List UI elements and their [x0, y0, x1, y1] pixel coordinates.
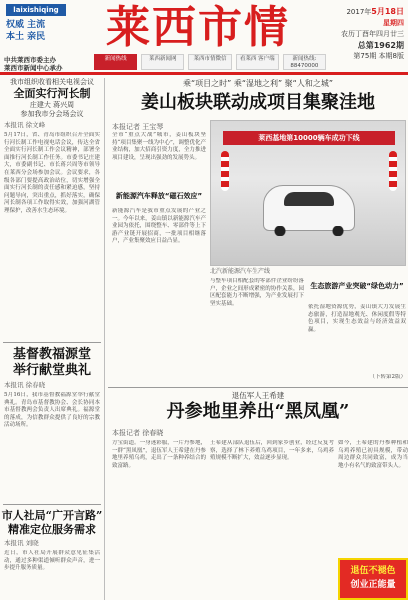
article-3-byline: 本报讯 刘晓 [4, 539, 39, 547]
article-1-body: 5月17日，省、青岛市组织召开全面实行河长制工作电视电话会议，传达全省全面实行河长制工作会议精神，部署全面推行河长制工作任务。市委书记庄建大，市委副书记、市长蒋兴周等市领导在莱西分会场参加会议。会议要求，各级各部门要提高政治站位，切实增强全面实行河长制的责任感和紧迫感，坚持问题导向，突出重点，抓好落实，确保河长制各项工作取得实效，加强河湖管理保护，改善水生态环境。 [4, 132, 100, 214]
issue-date [334, 6, 404, 18]
article-2-headline-2[interactable]: 举行献堂典礼 [12, 363, 91, 378]
issue-date-year: 2017年 [346, 8, 372, 16]
article-1-kicker: 我市组织收看相关电视会议 [10, 78, 94, 86]
article-3-headline-1[interactable]: 市人社局“广开言路” [1, 509, 103, 522]
lead-subhead-2: 生态旅游产业突破“绿色动力” [310, 282, 404, 290]
lead2-headline[interactable]: 丹参地里养出“黑凤凰” [166, 401, 350, 422]
brand-slogan [6, 19, 66, 43]
section-rule [108, 387, 408, 388]
left-column [0, 78, 105, 600]
divider [3, 342, 101, 343]
issue-date-day: 5月18日 [371, 7, 404, 16]
top-ad-phone[interactable]: 新闻热线: 88470000 [283, 54, 326, 70]
lead2-col-3: 如今，王希建的丹参种植和乌鸡养殖已初具规模，带动周边群众共同致富，成为当地小有名气的致富带头人。 [338, 440, 408, 469]
car-image [263, 185, 355, 231]
issue-number: 第75期 本期8版 [353, 52, 404, 60]
publisher-organizer: 莱西市新闻中心承办 [4, 64, 63, 72]
balloon-arch-right [389, 151, 397, 191]
article-2-body: 5月16日，我市基督教福源堂举行献堂典礼。青岛市基督教协会、会长协同本市基督教两会负责人出席典礼。福源堂的落成，为信教群众提供了良好的宗教活动场所。 [4, 392, 100, 429]
top-ad-wechat[interactable]: 莱西市情微信 [188, 54, 231, 70]
lead-col-3: 与整车项目相配套的零部件企业纷纷落户，企业之间形成紧密的协作关系，园区配套能力不断增强，为产业发展打下坚实基础。 [210, 278, 304, 307]
lead2-byline: 本报记者 徐春晓 [112, 429, 164, 437]
article-1-sub-1: 庄建大 蒋兴周 [29, 101, 75, 109]
lead-col-1: 全市“重点大战”城市，姜山板块坚持“项目集聚一线为中心”，调整优化产业结构，加大招商引资力度，全力推进项目建设，呈现出强劲的发展势头。 [112, 132, 206, 161]
promo-box[interactable] [338, 558, 408, 600]
lead-col-2: 新能源汽车是我市重点发展的产业之一。今年以来，姜山镇以新能源汽车产业园为依托，围绕整车、零部件等上下游产业链开展招商，一批项目相继落户，产业集聚效应日益凸显。 [112, 208, 206, 245]
lead2-kicker: 退伍军人王希建 [231, 391, 285, 400]
masthead-rule [0, 72, 408, 75]
photo-banner: 莱西基地第10000辆车成功下线 [223, 131, 395, 145]
lead-headline[interactable]: 姜山板块联动成项目集聚洼地 [141, 92, 375, 113]
newspaper-title: 莱西市情 [106, 2, 290, 53]
lead-subhead-2-wrap [308, 278, 406, 304]
masthead [0, 0, 408, 70]
lead2-col-1: 方宝街道。一身迷彩服，一片丹参地，一群“黑凤凰”，退伍军人王希建在丹参地里养殖乌鸡，走出了一条种养结合的致富路。 [112, 440, 206, 469]
balloon-arch-left [221, 151, 229, 191]
main-area [108, 78, 408, 600]
article-2-headline-1[interactable]: 基督教福源堂 [12, 347, 91, 362]
article-1-sub-2: 参加我市分会场会议 [20, 110, 84, 118]
lead2-col-2: 王希建从部队退伍后，回到家乡创业，经过反复考察，选择了林下养殖乌鸡项目，一年多来，乌鸡养殖规模不断扩大，效益逐步显现。 [210, 440, 334, 462]
article-3-headline-2[interactable]: 精准定位服务需求 [8, 523, 96, 536]
lead-subhead-1: 新能源汽车释放“磁石效应” [115, 192, 203, 200]
article-3-body: 近日，市人社局开展群众意见征集活动，通过多种渠道倾听群众声音，进一步提升服务质量。 [4, 550, 100, 572]
issue-meta [334, 6, 404, 62]
promo-line-2: 创业正能量 [350, 580, 396, 590]
photo-caption: 北汽新能源汽车生产线 [210, 268, 271, 275]
issue-total: 总第1962期 [357, 41, 404, 50]
lead-subhead-1-wrap [112, 188, 206, 208]
article-2-byline: 本报讯 徐春晓 [4, 381, 46, 389]
article-1-byline: 本报讯 徐文峰 [4, 121, 46, 129]
top-ad-hotline[interactable]: 新闻热线 [94, 54, 137, 70]
lead-continued: （下转第2版） [369, 374, 406, 380]
top-ad-app[interactable]: 看莱西 客户端 [236, 54, 279, 70]
article-1-headline[interactable]: 全面实行河长制 [13, 87, 91, 100]
divider [3, 504, 101, 505]
issue-weekday: 星期四 [383, 19, 404, 27]
publisher-host: 中共莱西市委主办 [4, 56, 56, 64]
publisher-info [4, 56, 90, 72]
lead-photo[interactable] [210, 120, 406, 266]
top-ad-strip [94, 54, 326, 70]
brand-slogan-2: 本土 亲民 [6, 32, 46, 42]
lead-col-4: 依托湿地资源优势，姜山镇大力发展生态旅游，打造湿地观光、休闲度假等特色项目，实现生态效益与经济效益双赢。 [308, 304, 406, 333]
brand-slogan-1: 权威 主流 [6, 20, 46, 30]
lead-kicker: 乘“项目之时” 乘“湿地之利” 聚“人和之城” [183, 79, 333, 88]
lead-byline: 本报记者 王宝琴 [112, 123, 164, 131]
promo-line-1: 退伍不褪色 [350, 566, 396, 576]
brand-pinyin: laixishiqing [6, 4, 66, 16]
top-ad-news-site[interactable]: 莱西新闻网 [141, 54, 184, 70]
issue-lunar: 农历丁酉年四月廿三 [341, 30, 404, 38]
